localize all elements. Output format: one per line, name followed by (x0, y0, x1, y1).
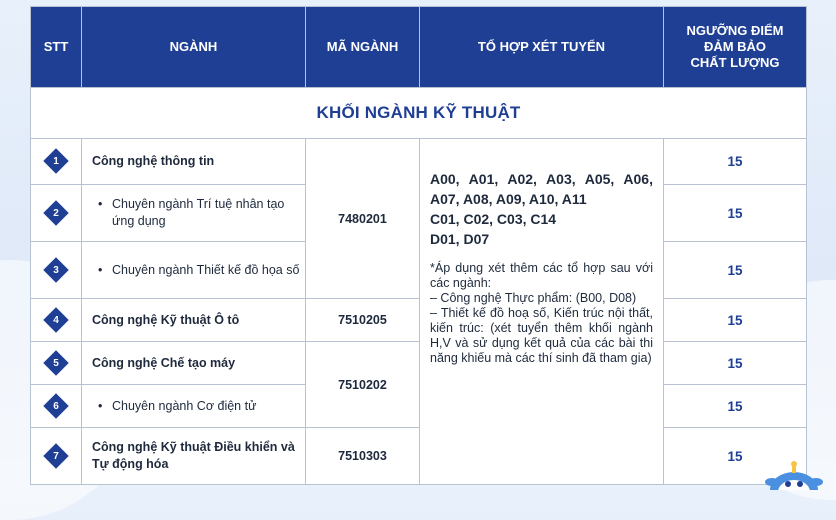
code-cell: 7480201 (306, 139, 420, 299)
combo-line: D01, D07 (430, 231, 490, 247)
number-badge-icon: 2 (43, 200, 68, 225)
table-row (31, 342, 807, 385)
combo-note (430, 261, 653, 366)
stt-cell (31, 299, 82, 342)
number-badge-icon: 3 (43, 257, 68, 282)
bullet-icon: • (98, 398, 103, 413)
major-cell: Công nghệ Kỹ thuật Ô tô (82, 299, 306, 342)
score-cell: 15 (664, 185, 807, 242)
stt-cell (31, 428, 82, 485)
number-badge-icon: 4 (43, 307, 68, 332)
note-item: – Thiết kế đồ hoạ số, Kiến trúc nội thất, kiến trúc: (xét tuyển thêm khối ngành H,V và sử dụng kết quả của các bài thi năng khiếu mà các thí sinh đã tham gia) (430, 306, 653, 365)
mascot-icon (762, 460, 826, 490)
combo-line: A00, A01, A02, A03, A05, A06, A07, A08, A09, A10, A11 (430, 171, 653, 207)
group-row (31, 88, 807, 139)
stt-cell (31, 385, 82, 428)
group-title: KHỐI NGÀNH KỸ THUẬT (31, 88, 807, 139)
number-badge-icon: 5 (43, 350, 68, 375)
score-cell: 15 (664, 428, 807, 485)
bullet-icon: • (98, 262, 103, 277)
major-cell: Công nghệ thông tin (82, 139, 306, 185)
score-cell: 15 (664, 242, 807, 299)
score-cell: 15 (664, 385, 807, 428)
number-badge-icon: 7 (43, 443, 68, 468)
combo-line: C01, C02, C03, C14 (430, 211, 557, 227)
major-cell: • Chuyên ngành Cơ điện tử (82, 385, 306, 428)
header-code: MÃ NGÀNH (306, 7, 420, 88)
table-row (31, 299, 807, 342)
stt-cell (31, 242, 82, 299)
header-combination: TỔ HỢP XÉT TUYỂN (420, 7, 664, 88)
number-badge-icon: 6 (43, 393, 68, 418)
header-stt: STT (31, 7, 82, 88)
code-cell: 7510303 (306, 428, 420, 485)
table-row (31, 428, 807, 485)
header-score-threshold (664, 7, 807, 88)
table-row (31, 139, 807, 185)
major-cell: Công nghệ Kỹ thuật Điều khiển và Tự động hóa (82, 428, 306, 485)
code-cell: 7510205 (306, 299, 420, 342)
score-cell: 15 (664, 299, 807, 342)
header-score-line: CHẤT LƯỢNG (690, 55, 780, 70)
stt-cell (31, 139, 82, 185)
admission-table (30, 6, 807, 485)
note-item: – Công nghệ Thực phẩm: (B00, D08) (430, 291, 637, 305)
header-score-line: NGƯỠNG ĐIỂM (686, 23, 784, 38)
stt-cell (31, 342, 82, 385)
score-cell: 15 (664, 342, 807, 385)
score-cell: 15 (664, 139, 807, 185)
note-intro: *Áp dụng xét thêm các tổ hợp sau với các ngành: (430, 261, 653, 290)
bullet-icon: • (98, 197, 103, 211)
header-score-line: ĐẢM BẢO (703, 39, 767, 54)
combination-cell (420, 139, 664, 485)
stt-cell (31, 185, 82, 242)
header-major: NGÀNH (82, 7, 306, 88)
major-cell: • Chuyên ngành Trí tuệ nhân tạo ứng dụng (82, 185, 306, 242)
code-cell: 7510202 (306, 342, 420, 428)
table-header-row (31, 7, 807, 88)
major-cell: • Chuyên ngành Thiết kế đồ họa số (82, 242, 306, 299)
major-cell: Công nghệ Chế tạo máy (82, 342, 306, 385)
number-badge-icon: 1 (43, 149, 68, 174)
